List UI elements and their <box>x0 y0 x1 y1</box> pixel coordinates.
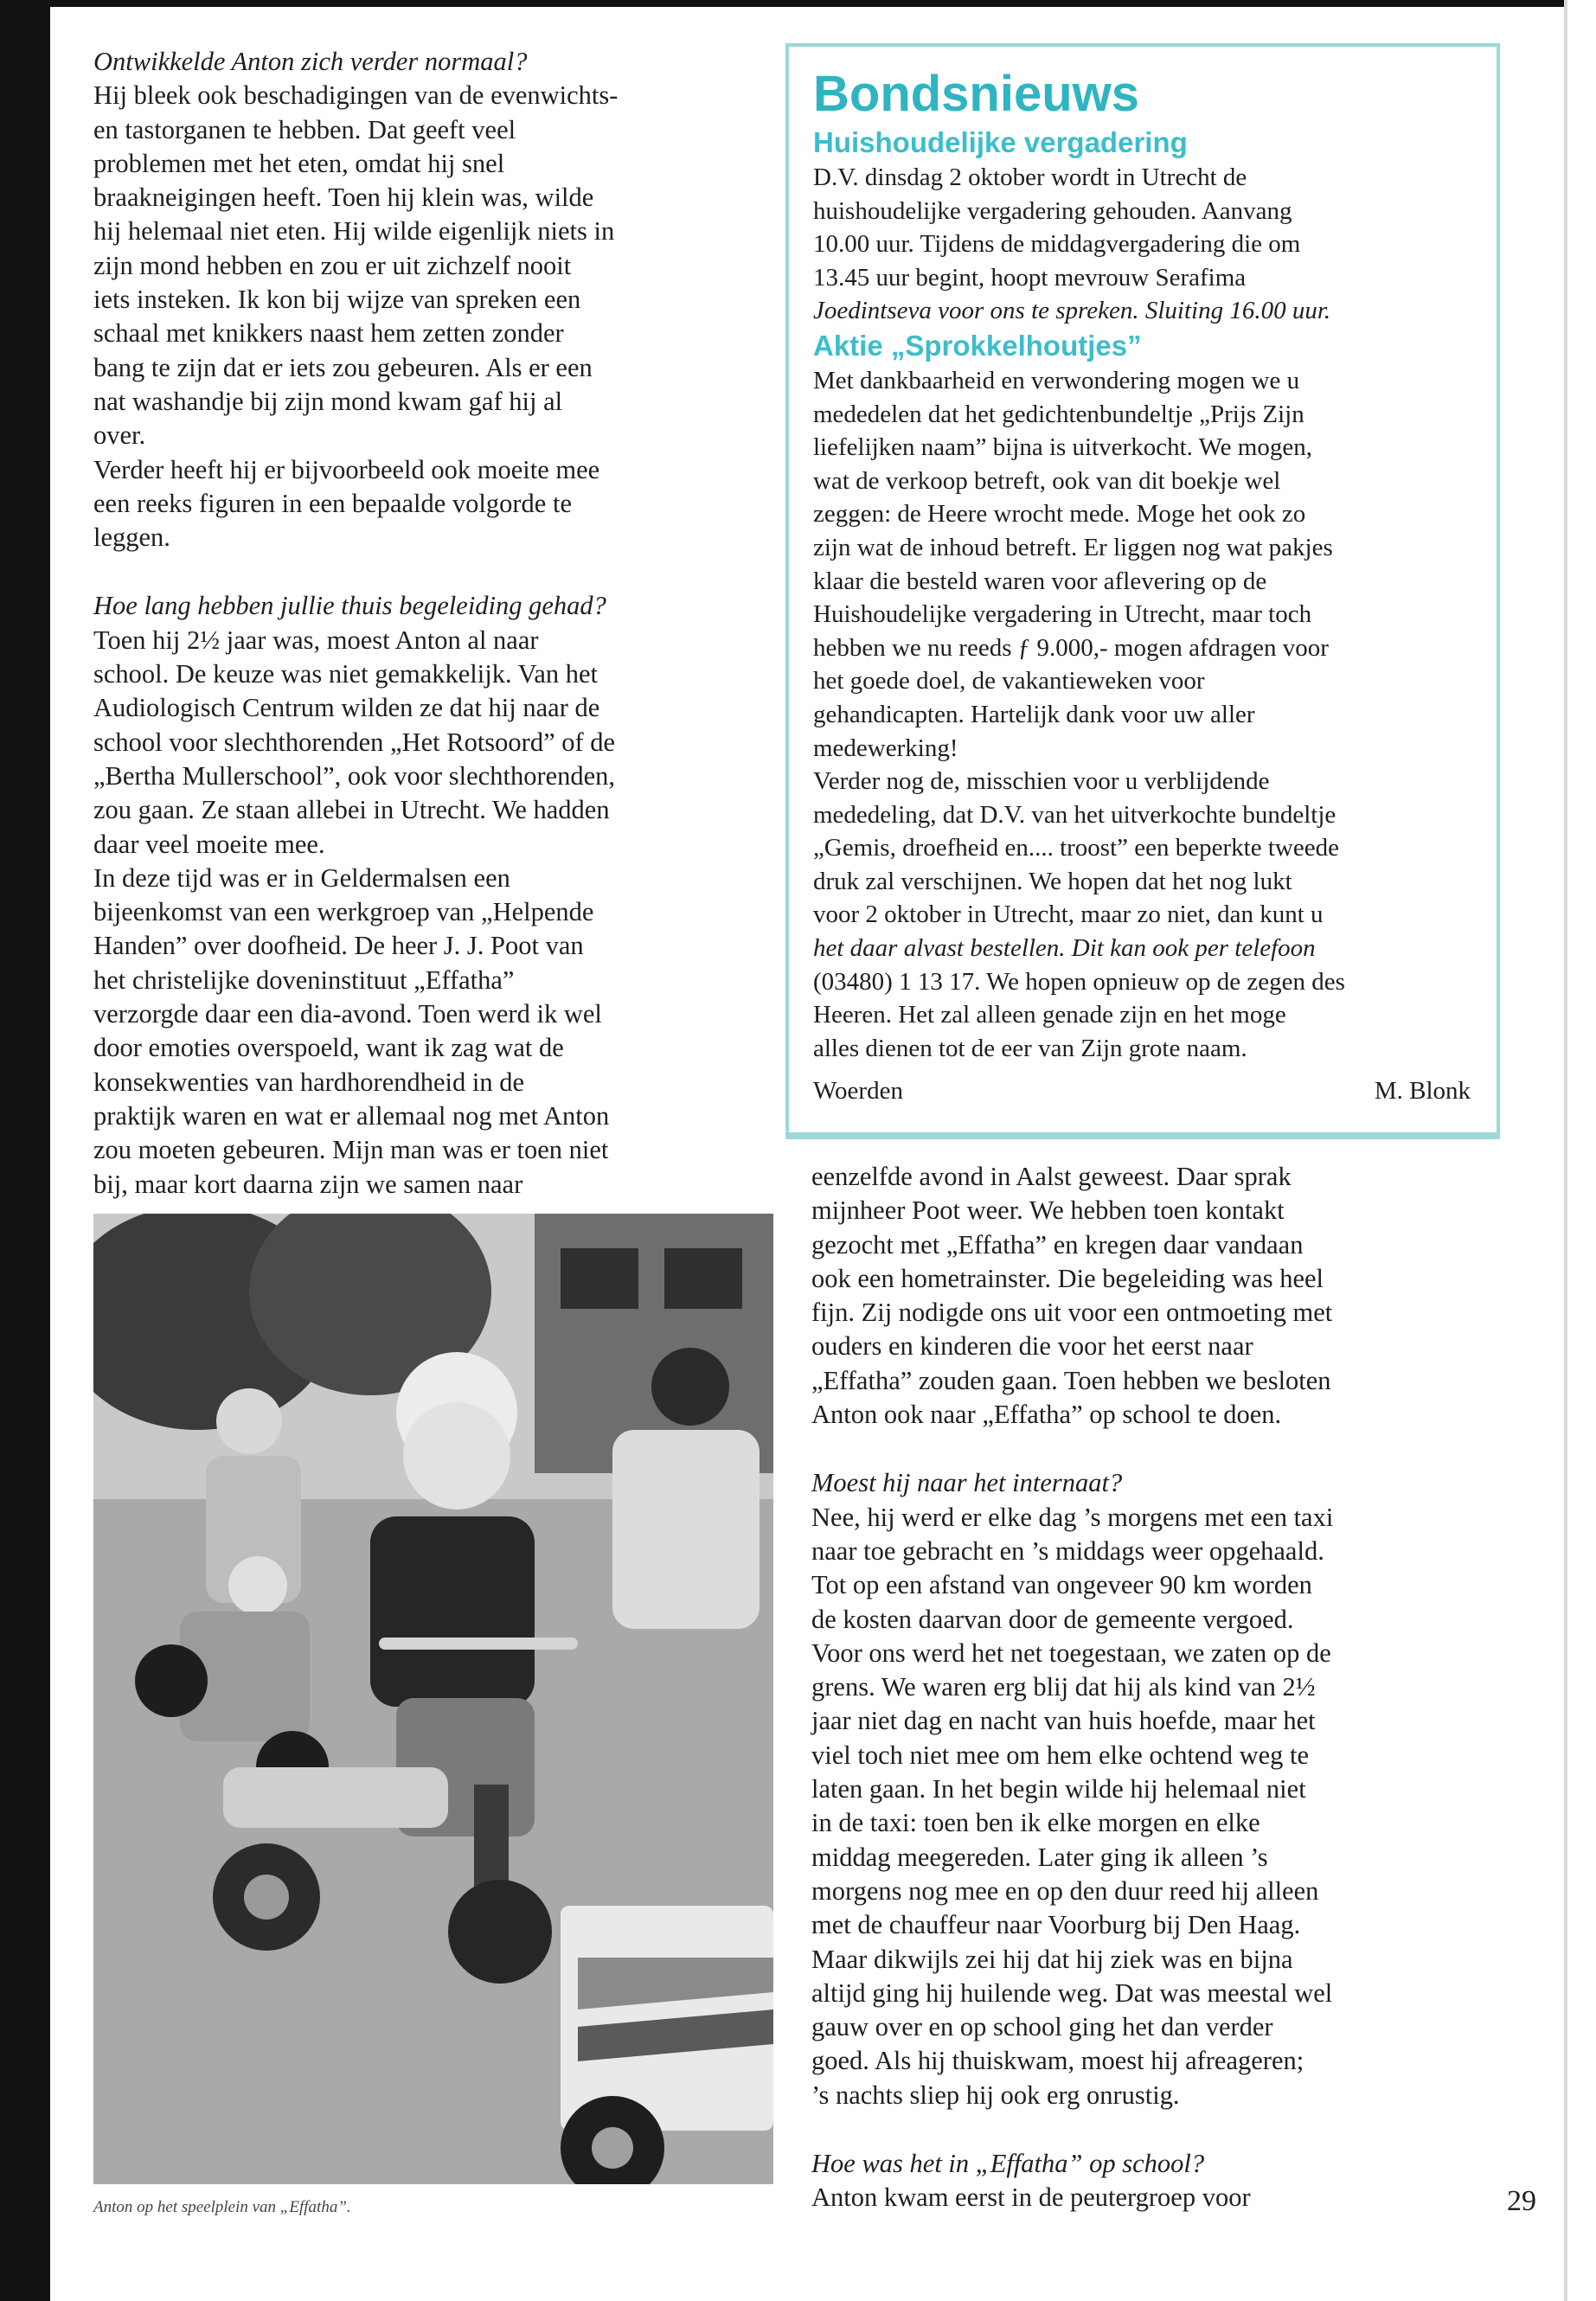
text-line: Verder nog de, misschien voor u verblijdende <box>813 767 1270 796</box>
text-line: Hij bleek ook beschadigingen van de evenwichts- <box>93 80 619 111</box>
page-left-edge <box>0 0 50 2301</box>
text-line: Nee, hij werd er elke dag ’s morgens met een taxi <box>811 1502 1334 1532</box>
text-line: „Gemis, droefheid en.... troost” een beperkte tweede <box>813 834 1339 862</box>
paragraph-gap <box>811 2112 1486 2147</box>
text-line: over. <box>93 420 146 451</box>
text-line: eenzelfde avond in Aalst geweest. Daar sprak <box>811 1162 1292 1191</box>
text-line: problemen met het eten, omdat hij snel <box>93 148 505 178</box>
interview-question: Hoe was het in „Effatha” op school? <box>811 2149 1205 2179</box>
text-line: viel toch niet mee om hem elke ochtend weg te <box>811 1740 1310 1770</box>
text-line: met de chauffeur naar Voorburg bij Den Haag. <box>811 1910 1301 1940</box>
text-line: ’s nachts sliep hij ook erg onrustig. <box>811 2080 1180 2110</box>
text-line: zou gaan. Ze staan allebei in Utrecht. We hadden <box>93 795 610 825</box>
text-line: Audiologisch Centrum wilden ze dat hij naar de <box>93 693 600 723</box>
text-line: een reeks figuren in een bepaalde volgorde te <box>93 488 572 518</box>
signature-line <box>813 1074 1471 1108</box>
signature-place: Woerden <box>813 1077 903 1106</box>
text-line: 10.00 uur. Tijdens de middagvergadering die om <box>813 230 1301 259</box>
text-line: in de taxi: toen ben ik elke morgen en elke <box>811 1808 1260 1838</box>
text-line: zijn wat de inhoud betreft. Er liggen nog wat pakjes <box>813 533 1333 561</box>
text-line: grens. We waren erg blij dat hij als kind van 2½ <box>811 1672 1316 1702</box>
text-line: daar veel moeite mee. <box>93 829 325 859</box>
text-line: morgens nog mee en op den duur reed hij alleen <box>811 1875 1319 1906</box>
section-heading-sprokkelhoutjes: Aktie „Sprokkelhoutjes” <box>813 329 1142 362</box>
text-line: Tot op een afstand van ongeveer 90 km worden <box>811 1570 1312 1600</box>
text-line: Maar dikwijls zei hij dat hij ziek was en bijna <box>811 1944 1293 1974</box>
text-line: praktijk waren en wat er allemaal nog met Anton <box>93 1100 610 1131</box>
text-line: D.V. dinsdag 2 oktober wordt in Utrecht de <box>813 163 1247 191</box>
text-line: middag meegereden. Later ging ik alleen ’s <box>811 1842 1268 1872</box>
text-line: het christelijke doveninstituut „Effatha” <box>93 965 515 995</box>
text-line: ook een hometrainster. Die begeleiding was heel <box>811 1263 1324 1293</box>
bondsnieuws-box <box>785 43 1500 1136</box>
photo-playground <box>93 1214 773 2184</box>
interview-question: Hoe lang hebben jullie thuis begeleiding gehad? <box>93 591 606 621</box>
text-line: de kosten daarvan door de gemeente vergoed. <box>811 1604 1294 1634</box>
section-heading-huishoudelijke-vergadering: Huishoudelijke vergadering <box>813 126 1188 158</box>
page-right-edge <box>1564 0 1567 2301</box>
text-line: wat de verkoop betreft, ook van dit boekje wel <box>813 466 1281 495</box>
section-body-sprokkelhoutjes <box>813 364 1471 1065</box>
text-line: voor 2 oktober in Utrecht, maar zo niet, dan kunt u <box>813 901 1324 929</box>
text-line: mededelen dat het gedichtenbundeltje „Prijs Zijn <box>813 400 1304 428</box>
text-line: en tastorganen te hebben. Dat geeft veel <box>93 114 516 144</box>
text-line: schaal met knikkers naast hem zetten zonder <box>93 318 564 349</box>
paragraph-gap <box>811 1432 1486 1466</box>
text-line: gehandicapten. Hartelijk dank voor uw aller <box>813 700 1255 728</box>
text-line: bij, maar kort daarna zijn we samen naar <box>93 1169 523 1199</box>
text-line: goed. Als hij thuiskwam, moest hij afreageren; <box>811 2046 1304 2076</box>
text-line: jaar niet dag en nacht van huis hoefde, maar het <box>811 1706 1316 1736</box>
text-line: hebben we nu reeds ƒ 9.000,- mogen afdragen voor <box>813 633 1329 662</box>
text-line: Voor ons werd het net toegestaan, we zaten op de <box>811 1638 1331 1668</box>
text-line: Anton ook naar „Effatha” op school te doen. <box>811 1400 1282 1430</box>
page-number: 29 <box>1507 2185 1536 2217</box>
text-line: druk zal verschijnen. We hopen dat het nog lukt <box>813 867 1292 895</box>
text-line: bang te zijn dat er iets zou gebeuren. Als er een <box>93 352 593 382</box>
text-line: alles dienen tot de eer van Zijn grote naam. <box>813 1034 1247 1062</box>
article-right-column <box>811 1160 1486 2215</box>
text-line: laten gaan. In het begin wilde hij helemaal niet <box>811 1774 1306 1804</box>
text-line: konsekwenties van hardhorendheid in de <box>93 1067 525 1097</box>
text-line: het daar alvast bestellen. Dit kan ook per telefoon <box>813 934 1316 963</box>
text-line: Huishoudelijke vergadering in Utrecht, maar toch <box>813 600 1312 629</box>
interview-question: Ontwikkelde Anton zich verder normaal? <box>93 47 528 76</box>
text-line: liefelijken naam” bijna is uitverkocht. We mogen, <box>813 433 1312 462</box>
text-line: verzorgde daar een dia-avond. Toen werd ik wel <box>93 999 602 1029</box>
text-line: zou moeten gebeuren. Mijn man was er toen niet <box>93 1135 609 1165</box>
text-line: bijeenkomst van een werkgroep van „Helpende <box>93 897 594 927</box>
text-line: Met dankbaarheid en verwondering mogen we u <box>813 366 1300 394</box>
text-line: „Bertha Mullerschool”, ook voor slechthorenden, <box>93 760 616 791</box>
bondsnieuws-bottom-rule <box>785 1136 1500 1139</box>
text-line: gezocht met „Effatha” en kregen daar vandaan <box>811 1229 1304 1259</box>
text-line: school voor slechthorenden „Het Rotsoord” of de <box>93 727 616 757</box>
signature-name: M. Blonk <box>1374 1077 1471 1106</box>
text-line: Handen” over doofheid. De heer J. J. Poot van <box>93 931 584 961</box>
photo-illustration <box>93 1214 773 2184</box>
text-line: braakneigingen heeft. Toen hij klein was, wilde <box>93 183 594 213</box>
text-line: iets insteken. Ik kon bij wijze van spreken een <box>93 285 581 315</box>
text-line: door emoties overspoeld, want ik zag wat de <box>93 1033 564 1063</box>
article-left-column <box>93 45 777 1202</box>
text-line: Joedintseva voor ons te spreken. Sluiting 16.00 uur. <box>813 297 1331 325</box>
text-line: hij helemaal niet eten. Hij wilde eigenlijk niets in <box>93 216 615 247</box>
bondsnieuws-title: Bondsnieuws <box>813 66 1140 122</box>
text-line: „Effatha” zouden gaan. Toen hebben we besloten <box>811 1365 1331 1395</box>
text-line: Verder heeft hij er bijvoorbeeld ook moeite mee <box>93 454 600 484</box>
text-line: mededeling, dat D.V. van het uitverkochte bundeltje <box>813 800 1336 829</box>
text-line: huishoudelijke vergadering gehouden. Aanvang <box>813 196 1292 225</box>
text-line: In deze tijd was er in Geldermalsen een <box>93 862 510 893</box>
text-line: mijnheer Poot weer. We hebben toen kontakt <box>811 1195 1285 1226</box>
text-line: altijd ging hij huilende weg. Dat was meestal wel <box>811 1977 1333 2008</box>
text-line: naar toe gebracht en ’s middags weer opgehaald. <box>811 1535 1324 1566</box>
text-line: zijn mond hebben en zou er uit zichzelf nooit <box>93 250 572 280</box>
text-line: Heeren. Het zal alleen genade zijn en het moge <box>813 1001 1286 1029</box>
text-line: fijn. Zij nodigde ons uit voor een ontmoeting met <box>811 1298 1333 1328</box>
page-top-edge <box>0 0 1566 7</box>
text-line: zeggen: de Heere wrocht mede. Moge het ook zo <box>813 500 1306 529</box>
text-line: ouders en kinderen die voor het eerst naar <box>811 1331 1253 1362</box>
paragraph-gap <box>93 554 777 589</box>
section-body-huishoudelijke-vergadering <box>813 161 1471 328</box>
text-line: leggen. <box>93 522 170 553</box>
photo-caption: Anton op het speelplein van „Effatha”. <box>93 2198 351 2216</box>
text-line: Anton kwam eerst in de peutergroep voor <box>811 2182 1251 2213</box>
text-line: nat washandje bij zijn mond kwam gaf hij al <box>93 386 563 416</box>
text-line: school. De keuze was niet gemakkelijk. Van het <box>93 659 598 689</box>
text-line: medewerking! <box>813 734 958 762</box>
text-line: 13.45 uur begint, hoopt mevrouw Serafima <box>813 263 1247 292</box>
text-line: (03480) 1 13 17. We hopen opnieuw op de zegen des <box>813 967 1345 996</box>
text-line: het goede doel, de vakantieweken voor <box>813 667 1205 695</box>
text-line: gauw over en op school ging het dan verder <box>811 2012 1273 2042</box>
text-line: Toen hij 2½ jaar was, moest Anton al naar <box>93 625 539 655</box>
interview-question: Moest hij naar het internaat? <box>811 1468 1123 1498</box>
text-line: klaar die besteld waren voor aflevering op de <box>813 567 1267 595</box>
